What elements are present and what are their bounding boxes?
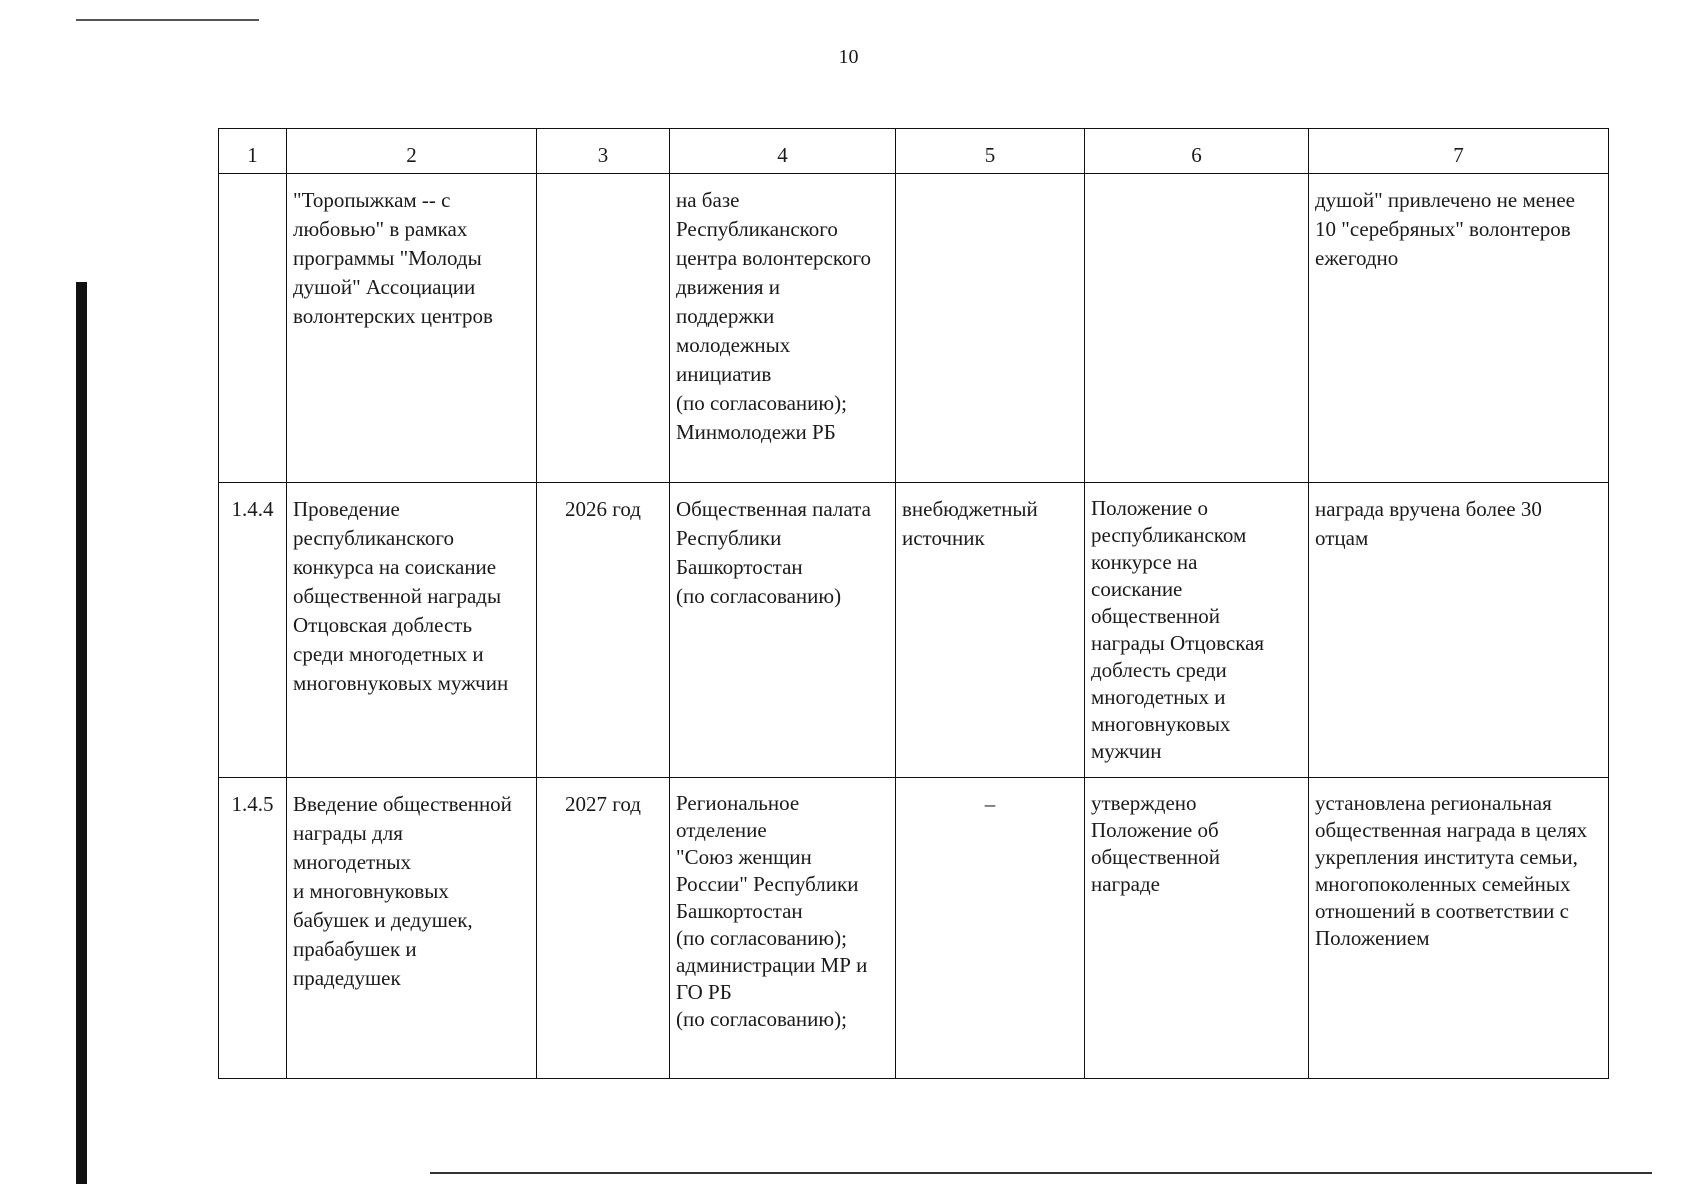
text-line: республиканского — [293, 526, 454, 550]
text-line: Региональное — [676, 791, 800, 815]
text-line: Минмолодежи РБ — [676, 420, 836, 444]
measures-table — [218, 128, 1609, 1079]
text-line: Введение общественной — [293, 792, 512, 816]
text-line: на базе — [676, 188, 740, 212]
text-line: Проведение — [293, 497, 400, 521]
text-line: (по согласованию); — [676, 926, 847, 950]
text-line: отделение — [676, 818, 767, 842]
text-line: республиканском — [1091, 523, 1247, 547]
text-line: Республики — [676, 526, 782, 550]
text-line: ГО РБ — [676, 980, 732, 1004]
text-line: установлена региональная — [1315, 791, 1552, 815]
text-line: (по согласованию); — [676, 1007, 847, 1031]
text-line: бабушек и дедушек, — [293, 908, 473, 932]
table-row — [219, 483, 1609, 778]
text-line: программы "Молоды — [293, 246, 482, 270]
cell-result — [1309, 483, 1609, 778]
table-row — [219, 778, 1609, 1079]
text-line: ежегодно — [1315, 246, 1399, 270]
header-cell: 5 — [896, 129, 1085, 174]
text-line: прадедушек — [293, 966, 401, 990]
text-line: "Союз женщин — [676, 845, 812, 869]
text-line: Отцовская доблесть — [293, 613, 473, 637]
text-line: поддержки — [676, 304, 775, 328]
cell-term: 2026 год — [537, 483, 670, 778]
text-line: многодетных и — [1091, 685, 1226, 709]
scan-artifact-top-line — [76, 19, 259, 21]
cell-funding — [896, 483, 1085, 778]
text-line: отцам — [1315, 526, 1369, 550]
cell-executor — [670, 483, 896, 778]
cell-event — [287, 778, 537, 1079]
cell-document — [1085, 778, 1309, 1079]
table-row — [219, 174, 1609, 483]
text-line: молодежных — [676, 333, 791, 357]
text-line: 10 "серебряных" волонтеров — [1315, 217, 1571, 241]
cell-event — [287, 174, 537, 483]
text-line: доблесть среди — [1091, 658, 1227, 682]
text-line: награды для — [293, 821, 403, 845]
text-line: Положение о — [1091, 496, 1208, 520]
text-line: любовью" в рамках — [293, 217, 468, 241]
text-line: источник — [902, 526, 985, 550]
text-line: мужчин — [1091, 739, 1162, 763]
cell-number — [219, 174, 287, 483]
text-line: (по согласованию) — [676, 584, 842, 608]
cell-term — [537, 174, 670, 483]
header-cell: 7 — [1309, 129, 1609, 174]
cell-event — [287, 483, 537, 778]
text-line: душой" Ассоциации — [293, 275, 476, 299]
text-line: многовнуковых мужчин — [293, 671, 509, 695]
text-line: общественной — [1091, 845, 1221, 869]
header-cell: 2 — [287, 129, 537, 174]
text-line: соискание — [1091, 577, 1183, 601]
scan-artifact-left-bar — [76, 282, 87, 1184]
cell-document — [1085, 483, 1309, 778]
text-line: внебюджетный — [902, 497, 1038, 521]
text-line: душой" привлечено не менее — [1315, 188, 1575, 212]
cell-number: 1.4.4 — [219, 483, 287, 778]
text-line: волонтерских центров — [293, 304, 493, 328]
text-line: Республиканского — [676, 217, 838, 241]
header-cell: 1 — [219, 129, 287, 174]
text-line: среди многодетных и — [293, 642, 484, 666]
text-line: награда вручена более 30 — [1315, 497, 1542, 521]
text-line: (по согласованию); — [676, 391, 847, 415]
text-line: общественная награда в целях — [1315, 818, 1588, 842]
text-line: инициатив — [676, 362, 772, 386]
text-line: конкурса на соискание — [293, 555, 497, 579]
cell-executor — [670, 778, 896, 1079]
header-cell: 4 — [670, 129, 896, 174]
text-line: "Торопыжкам -- с — [293, 188, 451, 212]
text-line: Башкортостан — [676, 555, 803, 579]
text-line: Башкортостан — [676, 899, 803, 923]
text-line: награды Отцовская — [1091, 631, 1265, 655]
text-line: администрации МР и — [676, 953, 868, 977]
text-line: отношений в соответствии с — [1315, 899, 1569, 923]
text-line: Положение об — [1091, 818, 1219, 842]
cell-funding — [896, 778, 1085, 1079]
text-line: конкурсе на — [1091, 550, 1198, 574]
text-line: утверждено — [1091, 791, 1197, 815]
text-line: России" Республики — [676, 872, 859, 896]
cell-funding — [896, 174, 1085, 483]
text-line: многопоколенных семейных — [1315, 872, 1571, 896]
text-line: многодетных — [293, 850, 412, 874]
cell-executor — [670, 174, 896, 483]
text-line: движения и — [676, 275, 781, 299]
text-line: – — [984, 792, 996, 816]
header-cell: 6 — [1085, 129, 1309, 174]
text-line: Положением — [1315, 926, 1430, 950]
text-line: награде — [1091, 872, 1160, 896]
cell-number: 1.4.5 — [219, 778, 287, 1079]
text-line: прабабушек и — [293, 937, 417, 961]
text-line: и многовнуковых — [293, 879, 449, 903]
cell-result — [1309, 778, 1609, 1079]
text-line: многовнуковых — [1091, 712, 1231, 736]
scan-artifact-bottom-line — [430, 1172, 1652, 1174]
text-line: Общественная палата — [676, 497, 871, 521]
text-line: общественной награды — [293, 584, 502, 608]
text-line: общественной — [1091, 604, 1221, 628]
text-line: центра волонтерского — [676, 246, 872, 270]
header-row — [219, 129, 1609, 174]
cell-document — [1085, 174, 1309, 483]
header-cell: 3 — [537, 129, 670, 174]
cell-term: 2027 год — [537, 778, 670, 1079]
text-line: укрепления института семьи, — [1315, 845, 1578, 869]
cell-result — [1309, 174, 1609, 483]
page-number: 10 — [838, 46, 859, 68]
